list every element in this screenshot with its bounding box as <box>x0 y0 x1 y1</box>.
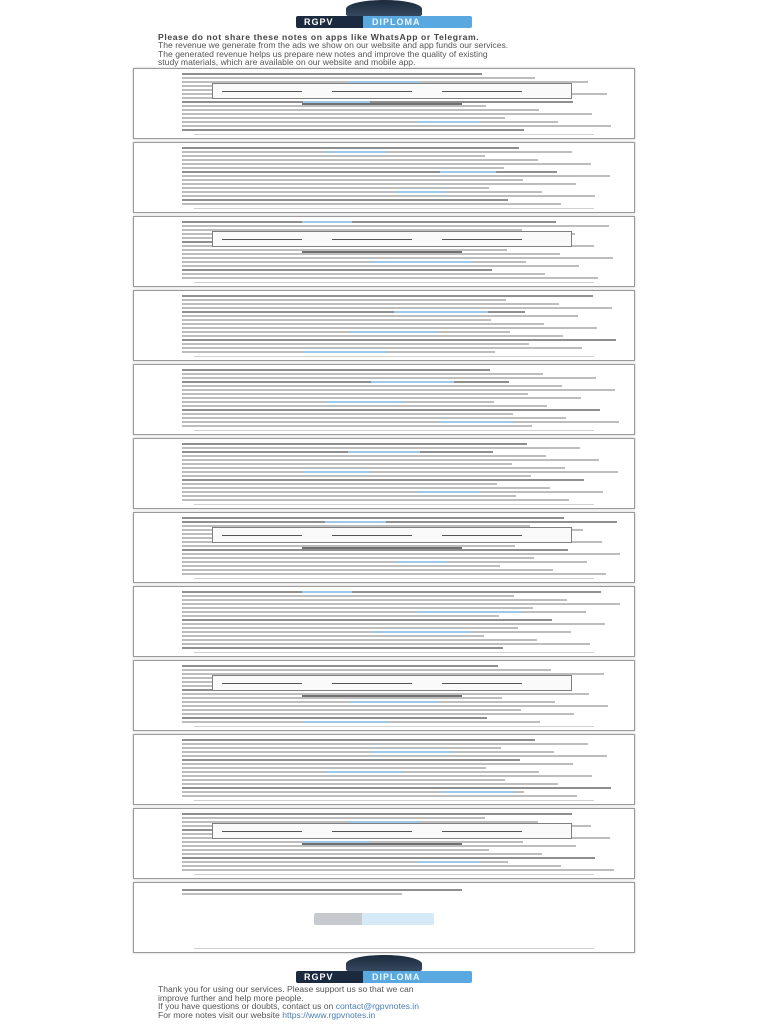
logo-word-1: RGPV <box>304 17 334 27</box>
diagram-wire <box>222 831 302 832</box>
contact-email-link[interactable]: contact@rgpvnotes.in <box>335 1001 419 1012</box>
text-line <box>182 455 546 457</box>
text-line <box>182 763 573 765</box>
text-line <box>182 167 504 169</box>
highlighted-text <box>349 331 438 333</box>
text-line <box>182 549 568 551</box>
text-line <box>182 163 591 165</box>
notice-line-2: The revenue we generate from the ads we show on our website and app funds our services. <box>158 40 509 51</box>
text-line <box>182 615 499 617</box>
text-line <box>182 277 598 279</box>
text-line <box>182 425 532 427</box>
text-line <box>182 521 617 523</box>
highlighted-text <box>326 401 404 403</box>
page-footer-rule <box>194 134 594 135</box>
text-line <box>182 639 537 641</box>
notice-line-1: Please do not share these notes on apps like WhatsApp or Telegram. <box>158 32 480 42</box>
page-footer-rule <box>194 356 594 357</box>
text-line <box>182 495 516 497</box>
text-line <box>182 147 519 149</box>
diagram-wire <box>222 683 302 684</box>
page-footer-rule <box>194 504 594 505</box>
text-line <box>182 261 526 263</box>
highlighted-text <box>349 701 438 703</box>
highlighted-text <box>372 261 472 263</box>
highlighted-text <box>441 421 514 423</box>
text-line <box>182 199 508 201</box>
diagram-wire <box>442 683 522 684</box>
diagram-wire <box>222 535 302 536</box>
page-content <box>182 295 620 356</box>
document-page <box>133 216 635 287</box>
text-line <box>182 775 592 777</box>
page-footer-rule <box>194 282 594 283</box>
text-line <box>182 73 482 75</box>
text-line <box>182 739 535 741</box>
diagram-wire <box>332 683 412 684</box>
text-line <box>182 747 501 749</box>
text-line <box>182 257 613 259</box>
text-line <box>182 295 593 297</box>
text-line <box>182 179 523 181</box>
text-line <box>182 569 553 571</box>
text-line <box>182 665 498 667</box>
text-line <box>182 269 492 271</box>
text-line <box>182 303 559 305</box>
text-line <box>182 159 538 161</box>
figure-caption <box>302 547 462 549</box>
text-line <box>182 331 510 333</box>
text-line <box>182 853 542 855</box>
document-page <box>133 808 635 879</box>
document-page <box>133 512 635 583</box>
highlighted-text <box>394 311 488 313</box>
text-line <box>182 463 512 465</box>
footer-line-3-text: If you have questions or doubts, contact us on <box>158 1001 334 1012</box>
figure-caption <box>302 843 462 845</box>
text-line <box>182 591 601 593</box>
document-page <box>133 290 635 361</box>
website-link[interactable]: https://www.rgpvnotes.in <box>282 1009 376 1020</box>
page-footer-rule <box>194 948 594 949</box>
text-line <box>182 553 620 555</box>
text-line <box>182 487 550 489</box>
text-line <box>182 417 566 419</box>
text-line <box>182 857 595 859</box>
page-footer-rule <box>194 874 594 875</box>
highlighted-text <box>371 381 454 383</box>
text-line <box>182 253 560 255</box>
diagram-wire <box>222 91 302 92</box>
text-line <box>182 865 561 867</box>
diagram-wire <box>332 239 412 240</box>
text-line <box>182 643 590 645</box>
text-line <box>182 109 539 111</box>
figure-caption <box>302 103 462 105</box>
text-line <box>182 479 584 481</box>
text-line <box>182 121 558 123</box>
text-line <box>182 393 528 395</box>
text-line <box>182 561 587 563</box>
diagram-wire <box>442 239 522 240</box>
text-line <box>182 323 544 325</box>
text-line <box>182 187 489 189</box>
text-line <box>182 635 484 637</box>
highlighted-text <box>441 791 514 793</box>
text-line <box>182 713 574 715</box>
highlighted-text <box>372 631 472 633</box>
thank-you-note <box>158 985 618 1019</box>
diagram-wire <box>222 239 302 240</box>
text-line <box>182 795 577 797</box>
text-line <box>182 751 554 753</box>
page-footer-rule <box>194 800 594 801</box>
page-content <box>182 73 620 134</box>
highlighted-text <box>348 451 420 453</box>
text-line <box>182 369 490 371</box>
text-line <box>182 327 597 329</box>
text-line <box>182 191 542 193</box>
text-line <box>182 517 564 519</box>
text-line <box>182 129 524 131</box>
notice-line-3: The generated revenue helps us prepare new notes and improve the quality of existing <box>158 48 488 59</box>
page-content <box>182 221 620 282</box>
text-line <box>182 221 556 223</box>
text-line <box>182 813 572 815</box>
text-line <box>182 389 615 391</box>
watermark-logo <box>314 913 434 925</box>
text-line <box>182 405 547 407</box>
text-line <box>182 669 551 671</box>
document-page <box>133 660 635 731</box>
page-content <box>182 369 620 430</box>
text-line <box>182 225 609 227</box>
text-line <box>182 717 487 719</box>
text-line <box>182 483 497 485</box>
text-line <box>182 475 531 477</box>
text-line <box>182 619 552 621</box>
footer-line-1: Thank you for using our services. Please support us so that we can <box>158 984 414 994</box>
text-line <box>182 767 486 769</box>
page-content <box>182 665 620 726</box>
diagram-wire <box>442 831 522 832</box>
highlighted-text <box>302 591 352 593</box>
text-line <box>182 373 543 375</box>
text-line <box>182 779 505 781</box>
text-line <box>182 471 618 473</box>
page-content <box>182 591 620 652</box>
text-line <box>182 413 513 415</box>
page-footer-rule <box>194 652 594 653</box>
text-line <box>182 409 600 411</box>
logo-word-1: RGPV <box>304 972 334 982</box>
text-line <box>182 397 581 399</box>
logo-band <box>296 16 472 28</box>
text-line <box>182 265 579 267</box>
logo-word-2: DIPLOMA <box>372 972 421 982</box>
highlighted-text <box>395 561 446 563</box>
text-line <box>182 623 605 625</box>
document-page <box>133 586 635 657</box>
highlighted-text <box>304 721 388 723</box>
text-line <box>182 155 485 157</box>
brand-logo <box>296 0 472 34</box>
text-line <box>182 893 402 895</box>
highlighted-text <box>371 751 454 753</box>
text-line <box>182 611 586 613</box>
text-line <box>182 467 565 469</box>
highlighted-text <box>303 471 370 473</box>
text-line <box>182 385 562 387</box>
document-page <box>133 68 635 139</box>
diagram-wire <box>332 831 412 832</box>
text-line <box>182 599 567 601</box>
highlighted-text <box>326 771 404 773</box>
footer-line-2: improve further and help more people. <box>158 992 304 1003</box>
page-footer-rule <box>194 578 594 579</box>
highlighted-text <box>325 521 386 523</box>
text-line <box>182 499 569 501</box>
text-line <box>182 783 558 785</box>
text-line <box>182 557 534 559</box>
text-line <box>182 77 535 79</box>
text-line <box>182 607 533 609</box>
text-line <box>182 869 614 871</box>
highlighted-text <box>418 121 480 123</box>
text-line <box>182 319 491 321</box>
text-line <box>182 307 612 309</box>
text-line <box>182 565 500 567</box>
document-page <box>133 882 635 953</box>
text-line <box>182 845 576 847</box>
text-line <box>182 443 527 445</box>
text-line <box>182 335 563 337</box>
text-line <box>182 595 514 597</box>
page-content <box>182 517 620 578</box>
text-line <box>182 451 493 453</box>
highlighted-text <box>417 611 522 613</box>
highlighted-text <box>395 191 446 193</box>
text-line <box>182 339 616 341</box>
text-line <box>182 299 506 301</box>
text-line <box>182 755 607 757</box>
diagram-wire <box>442 535 522 536</box>
figure-caption <box>302 695 462 697</box>
text-line <box>182 743 588 745</box>
text-line <box>182 787 611 789</box>
highlighted-text <box>418 491 480 493</box>
document-page <box>133 142 635 213</box>
text-line <box>182 459 599 461</box>
notice-line-4: study materials, which are available on our website and mobile app. <box>158 57 416 68</box>
text-line <box>182 705 608 707</box>
text-line <box>182 117 505 119</box>
text-line <box>182 421 619 423</box>
highlighted-text <box>304 351 388 353</box>
text-line <box>182 195 595 197</box>
text-line <box>182 203 561 205</box>
diagram-wire <box>332 535 412 536</box>
highlighted-text <box>418 861 480 863</box>
page-footer-rule <box>194 430 594 431</box>
text-line <box>182 183 576 185</box>
footer-line-4 <box>158 1011 618 1020</box>
text-line <box>182 381 509 383</box>
text-line <box>182 603 620 605</box>
text-line <box>182 849 489 851</box>
text-line <box>182 647 503 649</box>
page-footer-rule <box>194 208 594 209</box>
text-line <box>182 175 610 177</box>
text-line <box>182 343 529 345</box>
text-line <box>182 171 557 173</box>
page-content <box>182 443 620 504</box>
text-line <box>182 105 486 107</box>
highlighted-text <box>302 221 352 223</box>
text-line <box>182 627 518 629</box>
page-content <box>182 739 620 800</box>
text-line <box>182 315 578 317</box>
diagram-wire <box>442 91 522 92</box>
logo-band <box>296 971 472 983</box>
text-line <box>182 573 606 575</box>
text-line <box>182 273 545 275</box>
page-content <box>182 147 620 208</box>
text-line <box>182 347 582 349</box>
highlighted-text <box>440 171 496 173</box>
text-line <box>182 377 596 379</box>
page-content <box>182 813 620 874</box>
diagram-wire <box>332 91 412 92</box>
text-line <box>182 709 521 711</box>
text-line <box>182 697 502 699</box>
logo-word-2: DIPLOMA <box>372 17 421 27</box>
highlighted-text <box>325 151 386 153</box>
text-line <box>182 491 603 493</box>
text-line <box>182 759 520 761</box>
page-footer-rule <box>194 726 594 727</box>
text-line <box>182 113 592 115</box>
document-page <box>133 438 635 509</box>
footer-line-4-text: For more notes visit our website <box>158 1009 280 1020</box>
text-line <box>182 889 462 891</box>
figure-caption <box>302 251 462 253</box>
text-line <box>182 817 485 819</box>
document-page <box>133 734 635 805</box>
text-line <box>182 125 611 127</box>
document-page <box>133 364 635 435</box>
text-line <box>182 447 580 449</box>
